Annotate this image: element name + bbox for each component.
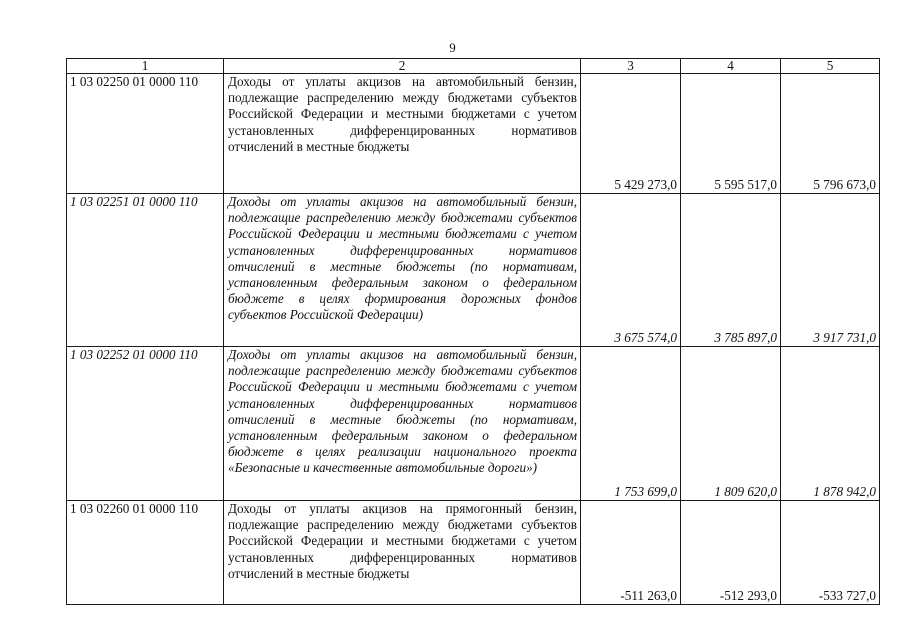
- value-year2-cell: 3 785 897,0: [681, 194, 781, 347]
- description-cell: Доходы от уплаты акцизов на автомобильный бензин, подлежащие распределению между бюджетами субъектов Российской Федерации и местными бюджетами с учетом установленных дифференцированных нормативов отчислений в местные бюджеты (по нормативам, установленным федеральным законом о федеральном бюджете в целях формирования дорожных фондов субъектов Российской Федерации): [224, 194, 581, 347]
- budget-code-cell: 1 03 02252 01 0000 110: [67, 347, 224, 501]
- value-year3-cell: 1 878 942,0: [781, 347, 880, 501]
- value-year3-cell: -533 727,0: [781, 501, 880, 605]
- column-header-1: 1: [67, 59, 224, 74]
- column-header-2: 2: [224, 59, 581, 74]
- table-row: [67, 194, 880, 347]
- value-year2-cell: 5 595 517,0: [681, 74, 781, 194]
- table-row: [67, 501, 880, 605]
- budget-revenue-table: [66, 58, 880, 605]
- value-year1-cell: 1 753 699,0: [581, 347, 681, 501]
- budget-code-cell: 1 03 02250 01 0000 110: [67, 74, 224, 194]
- value-year3-cell: 3 917 731,0: [781, 194, 880, 347]
- value-year1-cell: 5 429 273,0: [581, 74, 681, 194]
- column-header-3: 3: [581, 59, 681, 74]
- description-cell: Доходы от уплаты акцизов на автомобильный бензин, подлежащие распределению между бюджетами субъектов Российской Федерации и местными бюджетами с учетом установленных дифференцированных нормативов отчислений в местные бюджеты (по нормативам, установленным федеральным законом о федеральном бюджете в целях реализации национального проекта «Безопасные и качественные автомобильные дороги»): [224, 347, 581, 501]
- value-year1-cell: -511 263,0: [581, 501, 681, 605]
- column-header-4: 4: [681, 59, 781, 74]
- page-number: 9: [449, 40, 456, 55]
- table-header-row: [67, 59, 880, 74]
- value-year2-cell: 1 809 620,0: [681, 347, 781, 501]
- value-year3-cell: 5 796 673,0: [781, 74, 880, 194]
- column-header-5: 5: [781, 59, 880, 74]
- description-cell: Доходы от уплаты акцизов на прямогонный бензин, подлежащие распределению между бюджетами субъектов Российской Федерации и местными бюджетами с учетом установленных дифференцированных нормативов отчислений в местные бюджеты: [224, 501, 581, 605]
- value-year1-cell: 3 675 574,0: [581, 194, 681, 347]
- budget-code-cell: 1 03 02260 01 0000 110: [67, 501, 224, 605]
- table-row: [67, 74, 880, 194]
- budget-code-cell: 1 03 02251 01 0000 110: [67, 194, 224, 347]
- table-row: [67, 347, 880, 501]
- value-year2-cell: -512 293,0: [681, 501, 781, 605]
- description-cell: Доходы от уплаты акцизов на автомобильный бензин, подлежащие распределению между бюджетами субъектов Российской Федерации и местными бюджетами с учетом установленных дифференцированных нормативов отчислений в местные бюджеты: [224, 74, 581, 194]
